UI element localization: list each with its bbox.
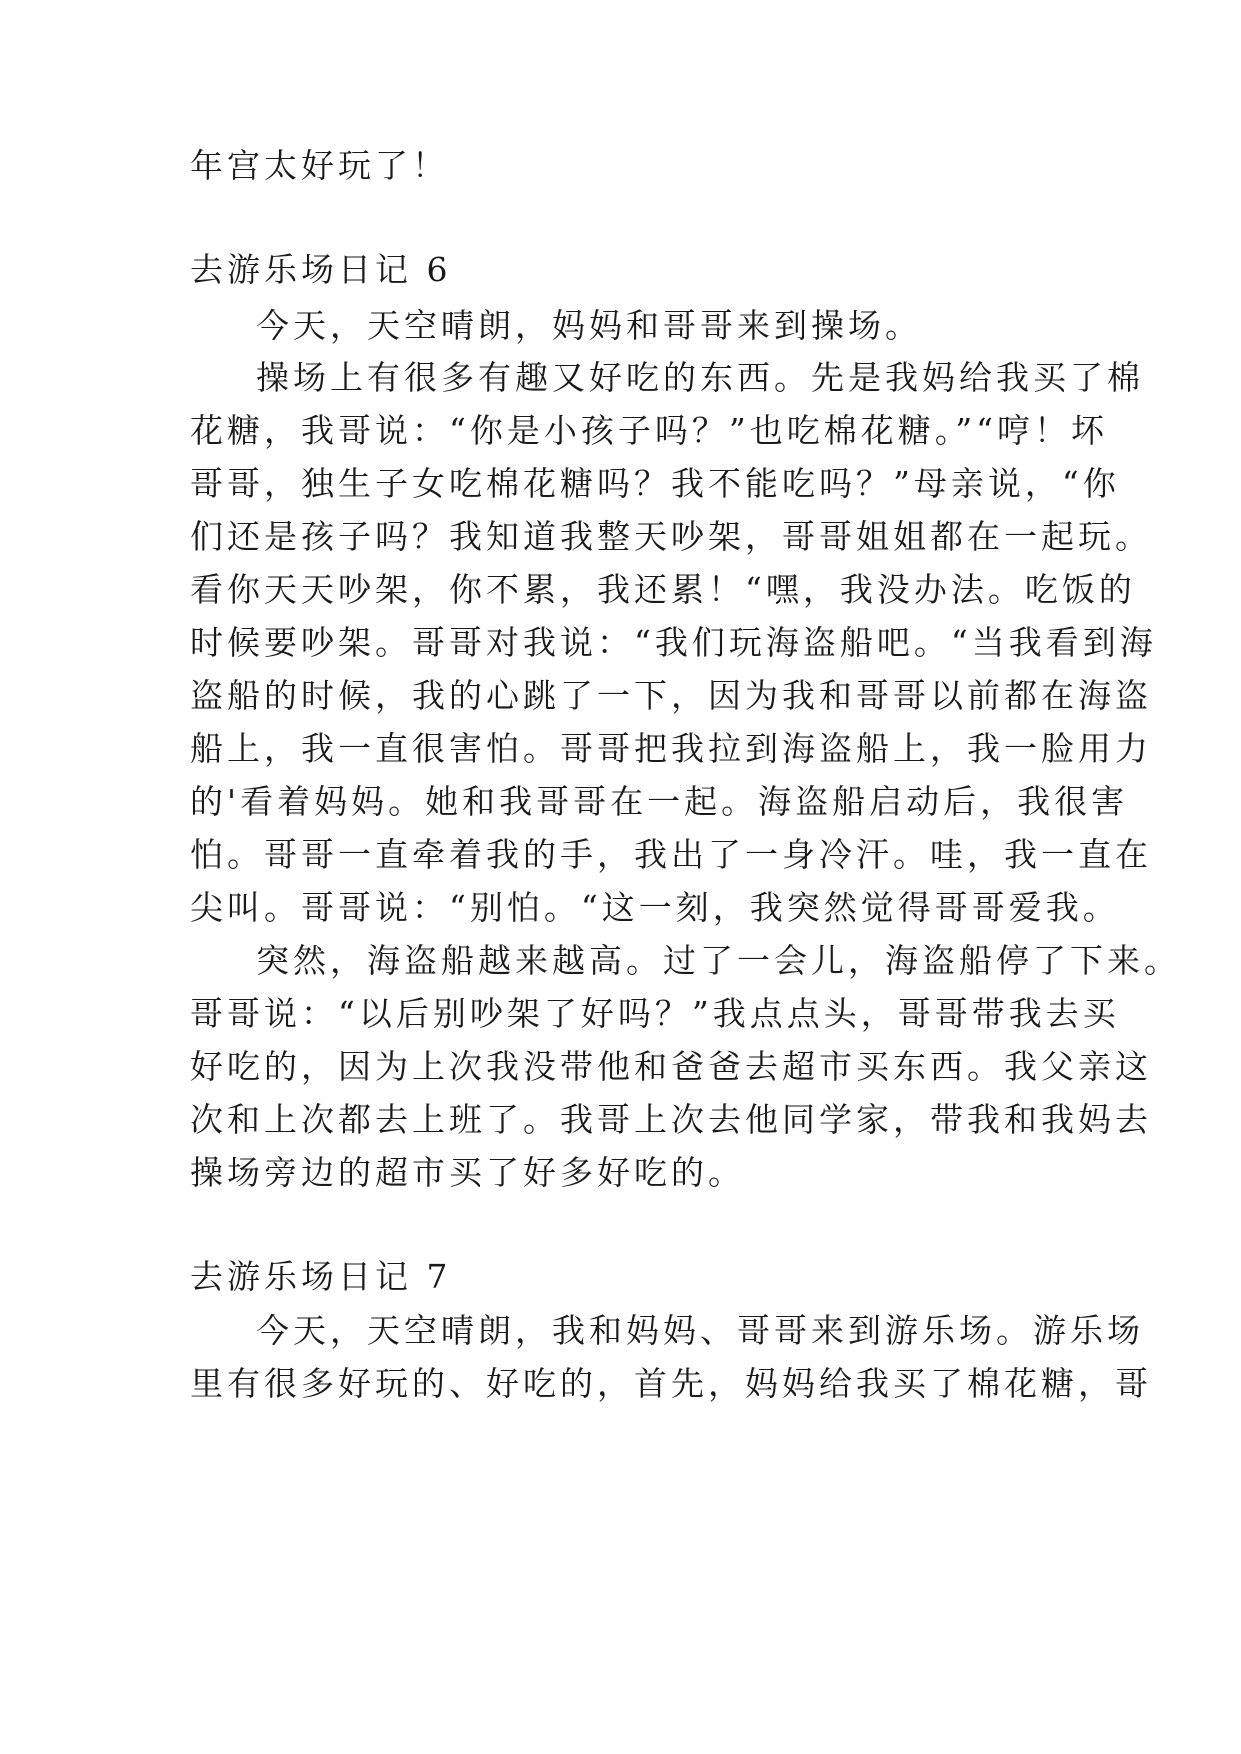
paragraph-first-line: 今天，天空晴朗，妈妈和哥哥来到操场。 xyxy=(256,306,922,345)
text-line: 盗船的时候，我的心跳了一下，因为我和哥哥以前都在海盗 xyxy=(190,676,1152,715)
section-heading: 去游乐场日记 6 xyxy=(190,250,452,289)
text-line: 时候要吵架。哥哥对我说：“我们玩海盗船吧。“当我看到海 xyxy=(190,623,1157,662)
text-line: 的'看着妈妈。她和我哥哥在一起。海盗船启动后，我很害 xyxy=(190,782,1129,821)
text-line: 看你天天吵架，你不累，我还累！“嘿，我没办法。吃饭的 xyxy=(190,570,1136,609)
text-line: 哥哥说：“以后别吵架了好吗？”我点点头，哥哥带我去买 xyxy=(190,994,1120,1033)
text-line: 船上，我一直很害怕。哥哥把我拉到海盗船上，我一脸用力 xyxy=(190,729,1152,768)
text-line: 怕。哥哥一直牵着我的手，我出了一身冷汗。哇，我一直在 xyxy=(190,835,1152,874)
paragraph-first-line: 今天，天空晴朗，我和妈妈、哥哥来到游乐场。游乐场 xyxy=(256,1311,1144,1350)
text-line: 次和上次都去上班了。我哥上次去他同学家，带我和我妈去 xyxy=(190,1100,1152,1139)
text-line: 好吃的，因为上次我没带他和爸爸去超市买东西。我父亲这 xyxy=(190,1047,1152,1086)
text-line: 操场旁边的超市买了好多好吃的。 xyxy=(190,1153,745,1192)
text-line: 尖叫。哥哥说：“别怕。“这一刻，我突然觉得哥哥爱我。 xyxy=(190,888,1120,927)
text-line: 们还是孩子吗？我知道我整天吵架，哥哥姐姐都在一起玩。 xyxy=(190,517,1152,556)
paragraph-first-line: 突然，海盗船越来越高。过了一会儿，海盗船停了下来。 xyxy=(256,941,1181,980)
text-line: 里有很多好玩的、好吃的，首先，妈妈给我买了棉花糖，哥 xyxy=(190,1364,1152,1403)
text-line: 年宫太好玩了！ xyxy=(190,146,449,185)
section-heading: 去游乐场日记 7 xyxy=(190,1257,452,1296)
paragraph-first-line: 操场上有很多有趣又好吃的东西。先是我妈给我买了棉 xyxy=(256,358,1144,397)
text-line: 花糖，我哥说：“你是小孩子吗？”也吃棉花糖。”“哼！坏 xyxy=(190,411,1108,450)
text-line: 哥哥，独生子女吃棉花糖吗？我不能吃吗？”母亲说，“你 xyxy=(190,464,1120,503)
